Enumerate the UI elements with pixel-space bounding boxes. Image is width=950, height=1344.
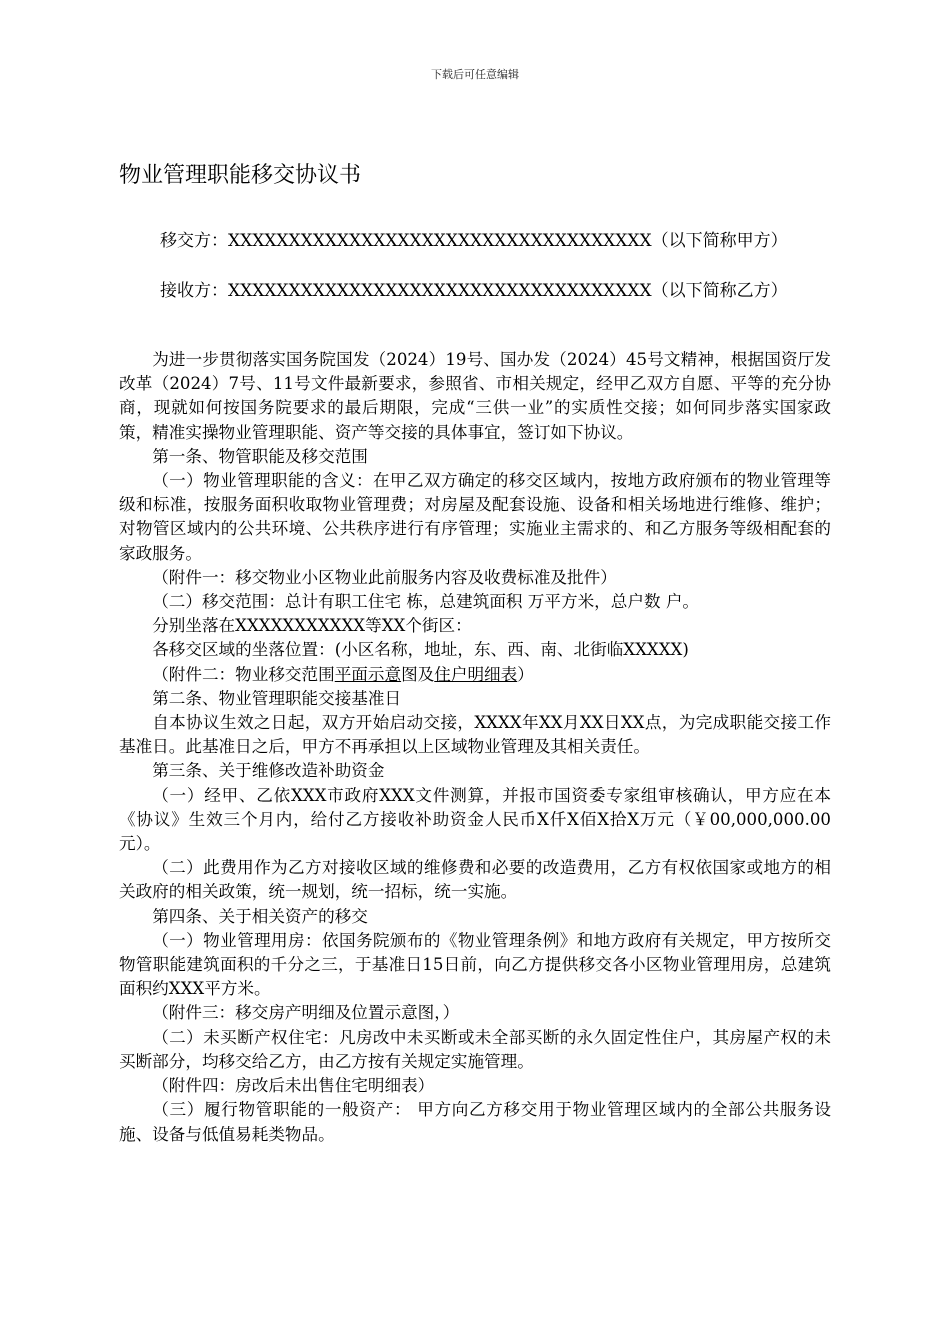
article-4-clause-1: （一）物业管理用房：依国务院颁布的《物业管理条例》和地方政府有关规定，甲方按所交物管职能建筑面积的千分之三，于基准日15日前，向乙方提供移交各小区物业管理用房，总建筑面积约XXX平方米。	[119, 930, 831, 999]
article-1-location: 分别坐落在XXXXXXXXXXX等XX个街区：	[152, 616, 472, 636]
document-title: 物业管理职能移交协议书	[119, 163, 362, 188]
agreement-body	[119, 348, 831, 1147]
article-4-heading: 第四条、关于相关资产的移交	[152, 906, 368, 926]
attachment-2-text-a: （附件二：物业移交范围	[152, 664, 335, 684]
attachment-2-text-c: 图及	[401, 664, 435, 684]
article-3-heading: 第三条、关于维修改造补助资金	[152, 761, 385, 781]
attachment-3-note: （附件三：移交房产明细及位置示意图，）	[152, 1003, 460, 1023]
attachment-2-note	[119, 663, 831, 687]
page-header-note: 下载后可任意编辑	[431, 68, 519, 81]
article-2-heading: 第二条、物业管理职能交接基准日	[152, 688, 402, 708]
intro-paragraph: 为进一步贯彻落实国务院国发（2024）19号、国办发（2024）45号文精神，根据国资厅发改革（2024）7号、11号文件最新要求，参照省、市相关规定，经甲乙双方自愿、平等的充分协商，现就如何按国务院要求的最后期限，完成“三供一业”的实质性交接；如何同步落实国家政策，精准实操物业管理职能、资产等交接的具体事宜，签订如下协议。	[119, 350, 831, 442]
article-4-clause-2: （二）未买断产权住宅：凡房改中未买断或未全部买断的永久固定性住户，其房屋产权的未买断部分，均移交给乙方，由乙方按有关规定实施管理。	[119, 1027, 831, 1071]
attachment-2-text-e: ）	[517, 664, 534, 684]
article-1-location-detail: 各移交区域的坐落位置：(小区名称，地址，东、西、南、北街临XXXXX)	[152, 640, 689, 660]
article-4-clause-3: （三）履行物管职能的一般资产： 甲方向乙方移交用于物业管理区域内的全部公共服务设施、设备与低值易耗类物品。	[119, 1100, 831, 1144]
transferor-line: 移交方：XXXXXXXXXXXXXXXXXXXXXXXXXXXXXXXXXXX（以下简称甲方）	[160, 231, 788, 251]
attachment-2-residents-link: 住户明细表	[434, 664, 518, 684]
attachment-4-note: （附件四：房改后未出售住宅明细表）	[152, 1076, 435, 1096]
transferee-line: 接收方：XXXXXXXXXXXXXXXXXXXXXXXXXXXXXXXXXXX（以下简称乙方）	[160, 281, 788, 301]
article-1-clause-1: （一）物业管理职能的含义：在甲乙双方确定的移交区域内，按地方政府颁布的物业管理等级和标准，按服务面积收取物业管理费；对房屋及配套设施、设备和相关场地进行维修、维护；对物管区域内的公共环境、公共秩序进行有序管理；实施业主需求的、和乙方服务等级相配套的家政服务。	[119, 471, 831, 563]
article-2-clause-1: 自本协议生效之日起，双方开始启动交接，XXXX年XX月XX日XX点，为完成职能交接工作基准日。此基准日之后，甲方不再承担以上区域物业管理及其相关责任。	[119, 713, 831, 757]
article-1-clause-2: （二）移交范围：总计有职工住宅 栋，总建筑面积 万平方米，总户数 户。	[152, 592, 700, 612]
article-3-clause-1: （一）经甲、乙依XXX市政府XXX文件测算，并报市国资委专家组审核确认，甲方应在本《协议》生效三个月内，给付乙方接收补助资金人民币X仟X佰X拾X万元（￥00,000,000.00元）。	[119, 785, 831, 854]
article-3-clause-2: （二）此费用作为乙方对接收区域的维修费和必要的改造费用，乙方有权依国家或地方的相关政府的相关政策，统一规划，统一招标，统一实施。	[119, 858, 831, 902]
attachment-2-plan-link: 平面示意	[334, 664, 402, 684]
article-1-heading: 第一条、物管职能及移交范围	[152, 446, 368, 466]
attachment-1-note: （附件一：移交物业小区物业此前服务内容及收费标准及批件）	[152, 567, 617, 587]
